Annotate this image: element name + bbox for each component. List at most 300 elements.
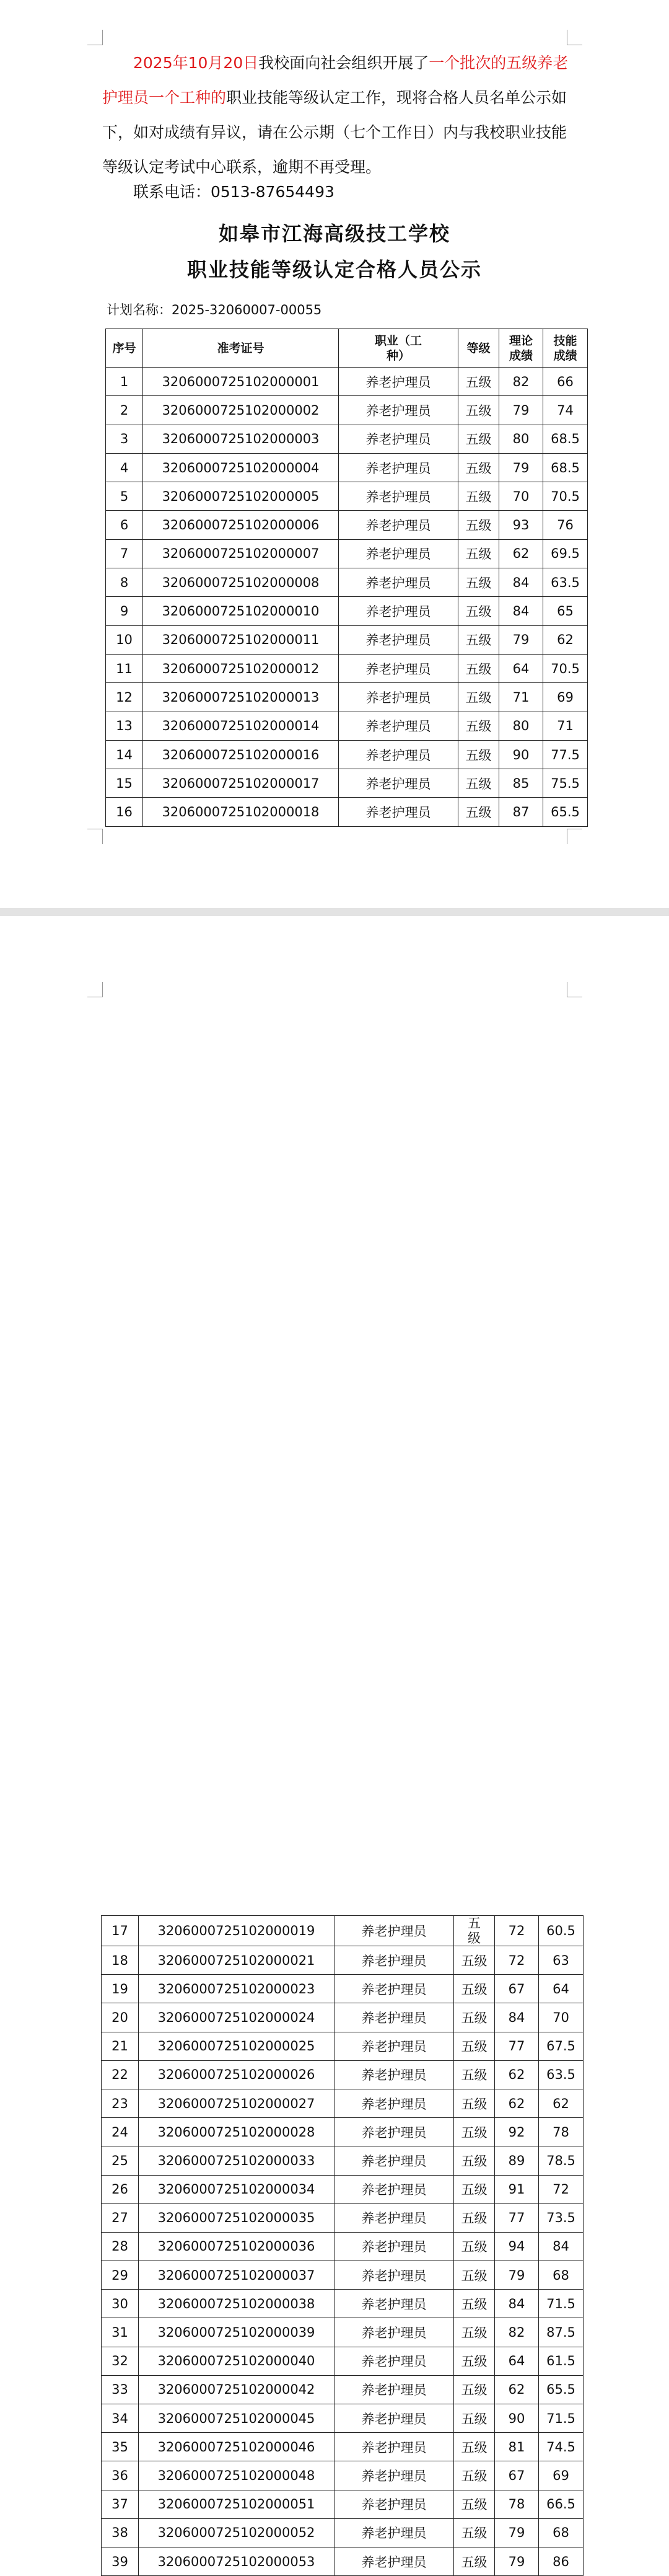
cell-level: 五级 [454,2433,495,2461]
results-table-continued [101,1915,584,2576]
cell-no: 25 [102,2146,139,2175]
cell-job: 养老护理员 [339,539,458,568]
cell-level: 五级 [458,798,499,826]
header-skill [543,329,588,368]
cell-cert: 3206000725102000036 [139,2232,334,2261]
cell-job: 养老护理员 [339,568,458,597]
cell-cert: 3206000725102000006 [143,511,339,539]
cell-skill: 68 [539,2518,584,2547]
cell-level: 五级 [454,1975,495,2003]
cell-job: 养老护理员 [339,740,458,769]
cell-no: 24 [102,2118,139,2146]
cell-job: 养老护理员 [339,769,458,798]
cell-no: 35 [102,2433,139,2461]
cell-job: 养老护理员 [334,1946,454,1975]
cell-theory: 67 [495,1975,539,2003]
cell-cert: 3206000725102000004 [143,453,339,482]
cell-job: 养老护理员 [339,625,458,654]
cell-cert: 3206000725102000052 [139,2518,334,2547]
cell-skill: 87.5 [539,2318,584,2347]
cell-theory: 84 [499,568,543,597]
cell-skill: 69 [539,2461,584,2490]
cell-cert: 3206000725102000038 [139,2290,334,2318]
cell-job: 养老护理员 [334,2203,454,2232]
cell-level: 五级 [458,453,499,482]
cell-level [454,1916,495,1946]
cell-job: 养老护理员 [334,2261,454,2290]
notice-text-2: 职业技能等级认定工作，现将合格人员名单公示如下，如对成绩有异议，请在公示期（七个工作日）内与我校职业技能等级认定考试中心联系，逾期不再受理。 [102,89,567,176]
cell-level: 五级 [454,2146,495,2175]
cell-job: 养老护理员 [334,1975,454,2003]
crop-mark [87,829,103,844]
cell-level: 五级 [454,2118,495,2146]
cell-skill: 71 [543,712,588,740]
table-row [106,396,588,425]
table-row [102,2146,584,2175]
cell-cert: 3206000725102000053 [139,2547,334,2575]
crop-mark [567,30,582,45]
header-skill-label: 技能成绩 [553,333,577,363]
table-row [106,425,588,453]
cell-skill: 65.5 [539,2375,584,2404]
cell-cert: 3206000725102000027 [139,2089,334,2117]
table-row [102,1975,584,2003]
cell-job: 养老护理员 [339,798,458,826]
cell-cert: 3206000725102000010 [143,597,339,625]
cell-cert: 3206000725102000048 [139,2461,334,2490]
table-row [102,2490,584,2518]
cell-level: 五级 [458,625,499,654]
cell-level: 五级 [454,2404,495,2433]
cell-cert: 3206000725102000026 [139,2060,334,2089]
cell-skill: 64 [539,1975,584,2003]
cell-job: 养老护理员 [334,2032,454,2060]
cell-level: 五级 [454,2290,495,2318]
results-table [105,329,588,827]
cell-theory: 64 [499,654,543,682]
cell-level: 五级 [454,2203,495,2232]
crop-mark [567,982,582,997]
cell-job: 养老护理员 [334,2232,454,2261]
cell-job: 养老护理员 [339,712,458,740]
cell-cert: 3206000725102000016 [143,740,339,769]
table-body-page-2 [102,1916,584,2576]
table-row [106,539,588,568]
cell-cert: 3206000725102000012 [143,654,339,682]
cell-skill: 62 [539,2089,584,2117]
cell-no: 28 [102,2232,139,2261]
cell-level: 五级 [458,740,499,769]
cell-cert: 3206000725102000039 [139,2318,334,2347]
cell-no: 37 [102,2490,139,2518]
cell-job: 养老护理员 [339,396,458,425]
cell-theory: 72 [495,1916,539,1946]
cell-no: 12 [106,683,143,712]
cell-theory: 77 [495,2032,539,2060]
cell-skill: 70.5 [543,482,588,511]
cell-skill: 62 [543,625,588,654]
cell-cert: 3206000725102000019 [139,1916,334,1946]
cell-skill: 72 [539,2175,584,2203]
cell-level: 五级 [458,597,499,625]
cell-theory: 79 [495,2518,539,2547]
cell-level: 五级 [454,2547,495,2575]
cell-no: 33 [102,2375,139,2404]
cell-skill: 68.5 [543,425,588,453]
cell-level: 五级 [454,2089,495,2117]
cell-skill: 75.5 [543,769,588,798]
cell-cert: 3206000725102000014 [143,712,339,740]
table-row [106,712,588,740]
cell-level: 五级 [454,2032,495,2060]
notice-text-1: 我校面向社会组织开展了 [258,54,429,72]
cell-skill: 67.5 [539,2032,584,2060]
cell-level: 五级 [458,425,499,453]
cell-theory: 87 [499,798,543,826]
cell-theory: 64 [495,2347,539,2375]
cell-no: 23 [102,2089,139,2117]
cell-level: 五级 [454,1946,495,1975]
cell-level: 五级 [454,2375,495,2404]
cell-no: 1 [106,368,143,396]
cell-no: 4 [106,453,143,482]
table-row [102,2032,584,2060]
cell-level-text: 五级 [468,1916,481,1946]
cell-level: 五级 [454,2232,495,2261]
table-row [102,2232,584,2261]
cell-theory: 62 [495,2375,539,2404]
cell-job: 养老护理员 [334,2290,454,2318]
cell-job: 养老护理员 [339,683,458,712]
cell-no: 8 [106,568,143,597]
cell-no: 19 [102,1975,139,2003]
contact-phone: 联系电话：0513-87654493 [133,183,334,201]
cell-cert: 3206000725102000025 [139,2032,334,2060]
cell-no: 18 [102,1946,139,1975]
cell-theory: 84 [495,2290,539,2318]
header-job-label: 职业（工种） [374,333,422,363]
cell-cert: 3206000725102000005 [143,482,339,511]
cell-theory: 79 [499,453,543,482]
cell-job: 养老护理员 [334,2175,454,2203]
cell-job: 养老护理员 [334,2518,454,2547]
table-row [102,1916,584,1946]
cell-skill: 70 [539,2003,584,2032]
cell-theory: 79 [499,396,543,425]
cell-no: 34 [102,2404,139,2433]
cell-no: 27 [102,2203,139,2232]
notice-highlight: 一个批次的五级养老护理员一个工种的 [102,54,569,107]
table-row [102,2089,584,2117]
cell-cert: 3206000725102000021 [139,1946,334,1975]
cell-job: 养老护理员 [339,511,458,539]
cell-theory: 82 [499,368,543,396]
cell-theory: 93 [499,511,543,539]
cell-level: 五级 [458,511,499,539]
table-row [102,2261,584,2290]
cell-cert: 3206000725102000051 [139,2490,334,2518]
table-row [106,798,588,826]
table-row [102,2003,584,2032]
cell-skill: 65.5 [543,798,588,826]
header-theory [499,329,543,368]
notice-date: 2025年10月20日 [133,54,259,72]
page-divider [0,908,669,916]
cell-level: 五级 [458,769,499,798]
cell-level: 五级 [458,683,499,712]
cell-cert: 3206000725102000037 [139,2261,334,2290]
cell-skill: 71.5 [539,2404,584,2433]
cell-level: 五级 [454,2318,495,2347]
cell-job: 养老护理员 [334,2118,454,2146]
cell-level: 五级 [454,2518,495,2547]
cell-theory: 90 [499,740,543,769]
cell-skill: 63.5 [539,2060,584,2089]
cell-job: 养老护理员 [339,597,458,625]
cell-theory: 71 [499,683,543,712]
cell-job: 养老护理员 [334,2089,454,2117]
cell-theory: 81 [495,2433,539,2461]
table-row [106,769,588,798]
cell-theory: 84 [499,597,543,625]
cell-level: 五级 [454,2347,495,2375]
cell-theory: 89 [495,2146,539,2175]
cell-job: 养老护理员 [339,482,458,511]
header-level: 等级 [458,329,499,368]
cell-job: 养老护理员 [334,2433,454,2461]
table-row [106,568,588,597]
cell-level: 五级 [458,368,499,396]
header-no: 序号 [106,329,143,368]
cell-theory: 91 [495,2175,539,2203]
cell-cert: 3206000725102000034 [139,2175,334,2203]
cell-level: 五级 [454,2003,495,2032]
cell-skill: 63 [539,1946,584,1975]
table-row [106,683,588,712]
cell-theory: 62 [495,2089,539,2117]
cell-theory: 67 [495,2461,539,2490]
header-cert: 准考证号 [143,329,339,368]
cell-level: 五级 [454,2261,495,2290]
cell-level: 五级 [454,2490,495,2518]
cell-skill: 86 [539,2547,584,2575]
cell-job: 养老护理员 [334,2404,454,2433]
cell-skill: 66 [543,368,588,396]
cell-theory: 82 [495,2318,539,2347]
cell-cert: 3206000725102000013 [143,683,339,712]
cell-no: 15 [106,769,143,798]
cell-no: 30 [102,2290,139,2318]
table-row [102,2203,584,2232]
cell-skill: 65 [543,597,588,625]
table-row [106,740,588,769]
cell-cert: 3206000725102000028 [139,2118,334,2146]
cell-cert: 3206000725102000008 [143,568,339,597]
cell-no: 31 [102,2318,139,2347]
cell-skill: 60.5 [539,1916,584,1946]
cell-level: 五级 [458,482,499,511]
cell-skill: 76 [543,511,588,539]
table-row [102,2375,584,2404]
table-row [106,625,588,654]
cell-no: 13 [106,712,143,740]
cell-theory: 70 [499,482,543,511]
cell-skill: 71.5 [539,2290,584,2318]
plan-name: 计划名称：2025-32060007-00055 [107,302,322,317]
cell-cert: 3206000725102000040 [139,2347,334,2375]
cell-job: 养老护理员 [339,425,458,453]
cell-no: 17 [102,1916,139,1946]
cell-cert: 3206000725102000003 [143,425,339,453]
cell-theory: 77 [495,2203,539,2232]
cell-theory: 79 [495,2261,539,2290]
cell-no: 2 [106,396,143,425]
cell-skill: 69 [543,683,588,712]
cell-cert: 3206000725102000011 [143,625,339,654]
cell-no: 36 [102,2461,139,2490]
cell-skill: 74.5 [539,2433,584,2461]
cell-theory: 84 [495,2003,539,2032]
cell-theory: 62 [495,2060,539,2089]
cell-skill: 77.5 [543,740,588,769]
cell-no: 39 [102,2547,139,2575]
cell-skill: 78.5 [539,2146,584,2175]
table-row [102,2461,584,2490]
cell-theory: 80 [499,712,543,740]
cell-theory: 62 [499,539,543,568]
table-row [106,511,588,539]
document-title: 职业技能等级认定合格人员公示 [186,258,482,281]
cell-job: 养老护理员 [334,2461,454,2490]
cell-level: 五级 [458,396,499,425]
document-page-1 [0,0,669,908]
table-row [102,2518,584,2547]
cell-skill: 84 [539,2232,584,2261]
cell-level: 五级 [458,654,499,682]
crop-mark [87,982,103,997]
crop-mark [87,30,103,45]
table-row [102,2290,584,2318]
cell-skill: 66.5 [539,2490,584,2518]
cell-no: 20 [102,2003,139,2032]
cell-level: 五级 [458,568,499,597]
cell-job: 养老护理员 [339,368,458,396]
cell-level: 五级 [458,539,499,568]
cell-no: 26 [102,2175,139,2203]
header-theory-label: 理论成绩 [509,333,533,363]
table-row [102,2433,584,2461]
cell-theory: 85 [499,769,543,798]
cell-job: 养老护理员 [334,2375,454,2404]
cell-cert: 3206000725102000017 [143,769,339,798]
cell-theory: 72 [495,1946,539,1975]
cell-no: 3 [106,425,143,453]
cell-cert: 3206000725102000001 [143,368,339,396]
cell-job: 养老护理员 [334,2318,454,2347]
cell-no: 29 [102,2261,139,2290]
table-row [102,2404,584,2433]
table-row [106,368,588,396]
cell-skill: 63.5 [543,568,588,597]
table-header-row [106,329,588,368]
table-row [106,453,588,482]
cell-skill: 74 [543,396,588,425]
cell-no: 11 [106,654,143,682]
cell-level: 五级 [454,2060,495,2089]
cell-cert: 3206000725102000045 [139,2404,334,2433]
table-row [106,597,588,625]
cell-theory: 94 [495,2232,539,2261]
cell-theory: 90 [495,2404,539,2433]
cell-no: 9 [106,597,143,625]
cell-no: 14 [106,740,143,769]
table-row [102,2318,584,2347]
cell-skill: 61.5 [539,2347,584,2375]
table-row [102,2175,584,2203]
cell-skill: 68.5 [543,453,588,482]
document-page-2 [0,916,669,2570]
cell-cert: 3206000725102000007 [143,539,339,568]
notice-paragraph [102,46,573,185]
cell-job: 养老护理员 [334,2060,454,2089]
crop-mark [567,829,582,844]
cell-job: 养老护理员 [334,2547,454,2575]
table-row [106,482,588,511]
cell-job: 养老护理员 [339,654,458,682]
cell-cert: 3206000725102000035 [139,2203,334,2232]
cell-theory: 79 [499,625,543,654]
cell-level: 五级 [454,2175,495,2203]
table-body-page-1 [106,368,588,827]
cell-job: 养老护理员 [339,453,458,482]
cell-no: 5 [106,482,143,511]
cell-theory: 79 [495,2547,539,2575]
cell-no: 10 [106,625,143,654]
table-row [102,2547,584,2575]
cell-cert: 3206000725102000042 [139,2375,334,2404]
cell-skill: 68 [539,2261,584,2290]
cell-no: 21 [102,2032,139,2060]
cell-no: 38 [102,2518,139,2547]
cell-job: 养老护理员 [334,2347,454,2375]
table-row [102,1946,584,1975]
school-name: 如皋市江海高级技工学校 [218,222,450,245]
cell-no: 16 [106,798,143,826]
cell-cert: 3206000725102000018 [143,798,339,826]
header-job [339,329,458,368]
table-row [102,2060,584,2089]
cell-no: 32 [102,2347,139,2375]
cell-job: 养老护理员 [334,1916,454,1946]
table-row [106,654,588,682]
cell-level: 五级 [454,2461,495,2490]
cell-level: 五级 [458,712,499,740]
cell-no: 22 [102,2060,139,2089]
cell-cert: 3206000725102000046 [139,2433,334,2461]
cell-cert: 3206000725102000023 [139,1975,334,2003]
cell-cert: 3206000725102000002 [143,396,339,425]
cell-job: 养老护理员 [334,2490,454,2518]
cell-theory: 80 [499,425,543,453]
cell-skill: 78 [539,2118,584,2146]
table-row [102,2118,584,2146]
cell-skill: 73.5 [539,2203,584,2232]
cell-no: 7 [106,539,143,568]
cell-cert: 3206000725102000024 [139,2003,334,2032]
cell-theory: 92 [495,2118,539,2146]
cell-skill: 69.5 [543,539,588,568]
table-row [102,2347,584,2375]
